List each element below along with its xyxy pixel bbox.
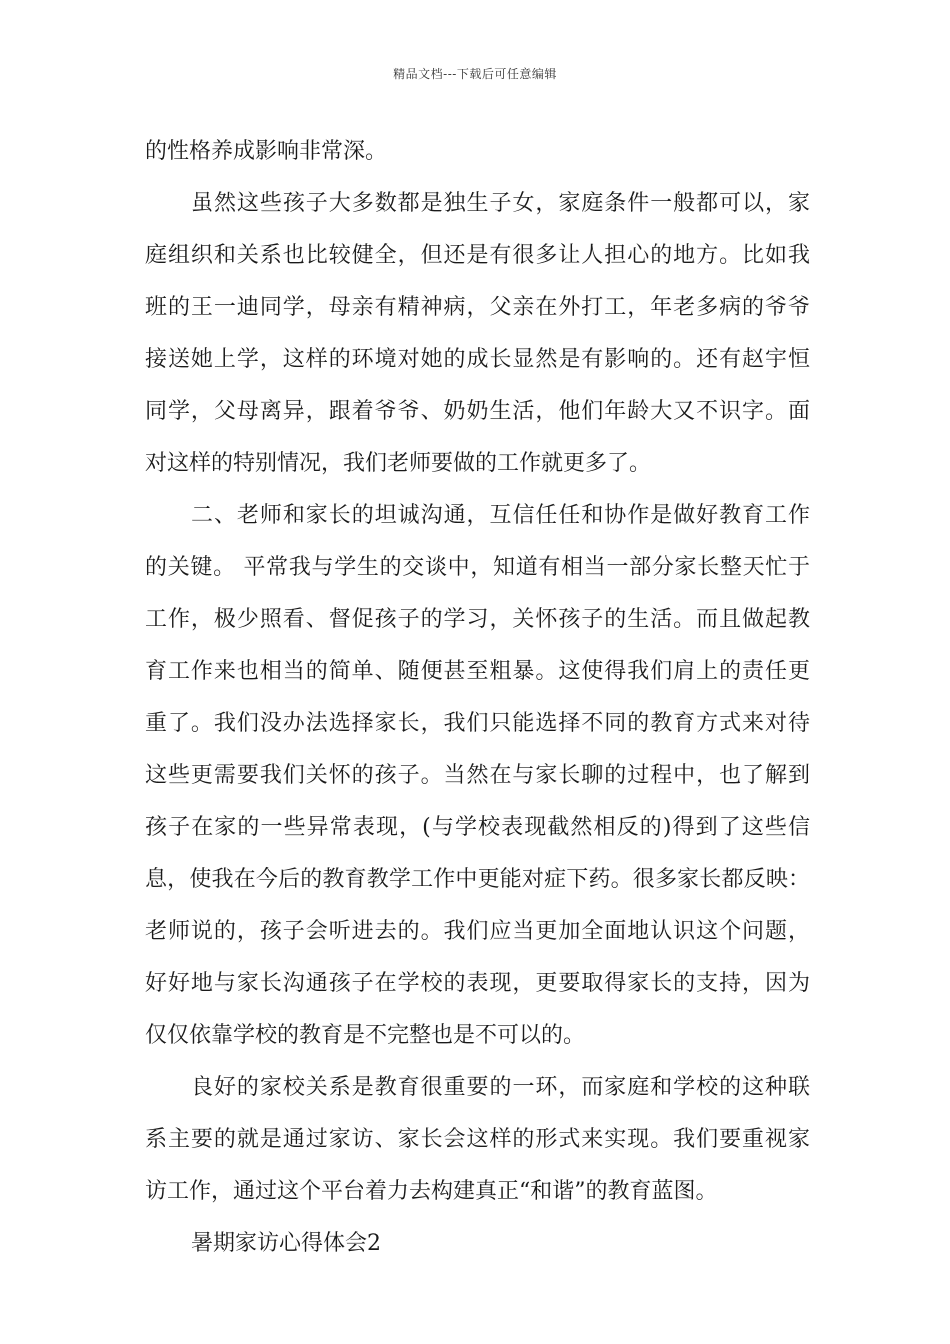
text-line: 同学，父母离异，跟着爷爷、奶奶生活，他们年龄大又不识字。面 [145,399,810,424]
section-title: 暑期家访心得体会2 [191,1231,381,1256]
page-header: 精品文档---下载后可任意编辑 [393,67,557,81]
text-line: 育工作来也相当的简单、随便甚至粗暴。这使得我们肩上的责任更 [145,659,810,684]
text-line: 庭组织和关系也比较健全，但还是有很多让人担心的地方。比如我 [145,243,810,268]
text-line: 访工作，通过这个平台着力去构建真正“和谐”的教育蓝图。 [145,1179,718,1204]
text-line: 的性格养成影响非常深。 [145,139,388,164]
text-line: 孩子在家的一些异常表现，(与学校表现截然相反的)得到了这些信 [145,815,810,840]
paragraph [145,1062,810,1218]
text-line: 对这样的特别情况，我们老师要做的工作就更多了。 [145,451,652,476]
text-line: 息，使我在今后的教育教学工作中更能对症下药。很多家长都反映： [145,867,810,892]
text-line: 的关键。 平常我与学生的交谈中，知道有相当一部分家长整天忙于 [145,555,810,580]
text-line: 好好地与家长沟通孩子在学校的表现，更要取得家长的支持，因为 [145,971,810,996]
text-line: 二、老师和家长的坦诚沟通，互信任任和协作是做好教育工作 [191,503,810,528]
paragraph [145,126,810,178]
text-line: 良好的家校关系是教育很重要的一环，而家庭和学校的这种联 [191,1075,810,1100]
text-line: 仅仅依靠学校的教育是不完整也是不可以的。 [145,1023,586,1048]
text-line: 重了。我们没办法选择家长，我们只能选择不同的教育方式来对待 [145,711,810,736]
text-line: 班的王一迪同学，母亲有精神病，父亲在外打工，年老多病的爷爷 [145,295,810,320]
text-line: 工作，极少照看、督促孩子的学习，关怀孩子的生活。而且做起教 [145,607,810,632]
text-line: 接送她上学，这样的环境对她的成长显然是有影响的。还有赵宇恒 [145,347,810,372]
document-body [145,126,810,1270]
text-line: 这些更需要我们关怀的孩子。当然在与家长聊的过程中，也了解到 [145,763,810,788]
paragraph [145,490,810,1062]
paragraph [145,178,810,490]
text-line: 系主要的就是通过家访、家长会这样的形式来实现。我们要重视家 [145,1127,810,1152]
text-line: 虽然这些孩子大多数都是独生子女，家庭条件一般都可以，家 [191,191,810,216]
text-line: 老师说的，孩子会听进去的。我们应当更加全面地认识这个问题， [145,919,810,944]
